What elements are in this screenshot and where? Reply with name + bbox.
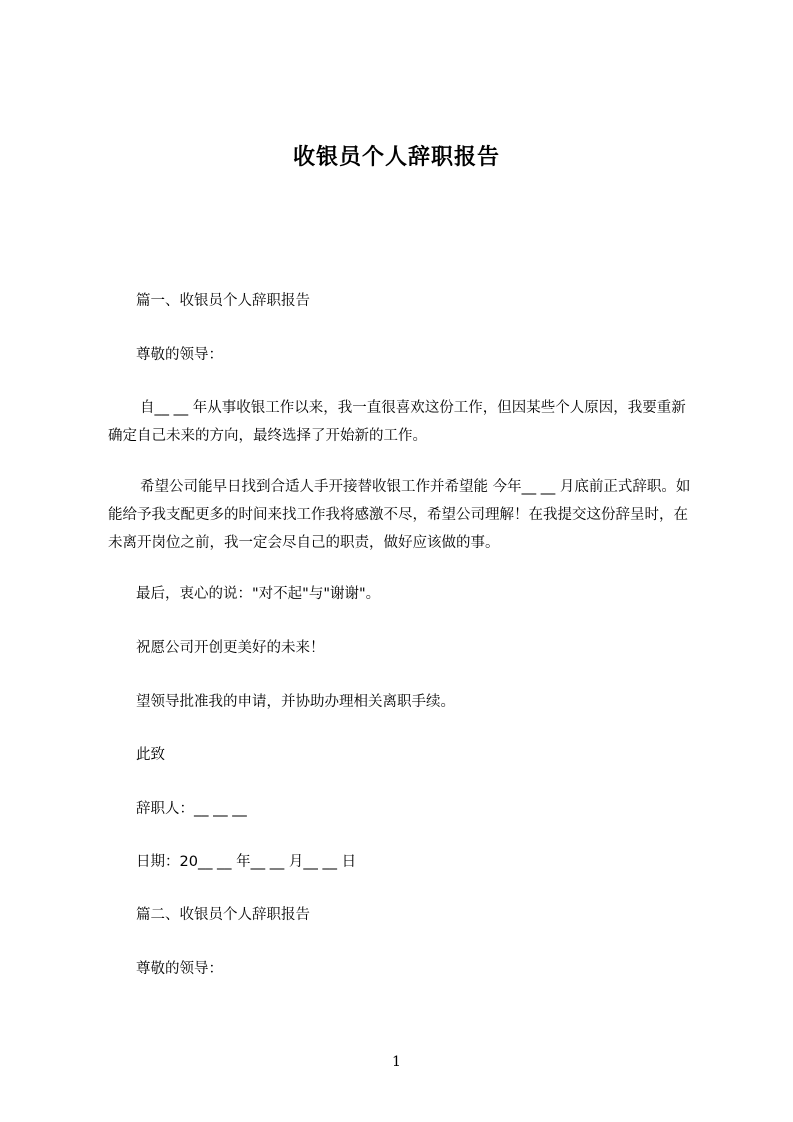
body-paragraph-3 (108, 580, 700, 608)
body-paragraph-2 (108, 473, 700, 557)
closing-line (108, 741, 700, 769)
wish-line-text: 祝愿公司开创更美好的未来！ (136, 640, 325, 656)
salutation-2-text: 尊敬的领导： (136, 961, 223, 977)
section-heading-1-text: 篇一、收银员个人辞职报告 (136, 293, 310, 309)
signer-line (108, 795, 700, 823)
wish-line (108, 634, 700, 662)
closing-line-text: 此致 (136, 747, 165, 763)
body-paragraph-1-text: 自__ __ 年从事收银工作以来，我一直很喜欢这份工作，但因某些个人原因，我要重新确定自己未来的方向，最终选择了开始新的工作。 (108, 400, 686, 444)
date-line-text: 日期：20__ __ 年__ __ 月__ __ 日 (136, 854, 357, 870)
section-heading-1 (108, 287, 700, 315)
section-heading-2 (108, 901, 700, 929)
document-title: 收银员个人辞职报告 (292, 145, 500, 170)
request-line (108, 688, 700, 716)
body-paragraph-1 (108, 394, 700, 450)
body-paragraph-2-text: 希望公司能早日找到合适人手开接替收银工作并希望能 今年__ __ 月底前正式辞职。如能给予我支配更多的时间来找工作我将感激不尽，希望公司理解！在我提交这份辞呈时，在未离开岗位之前，我一定会尽自己的职责，做好应该做的事。 (108, 479, 691, 551)
salutation (108, 341, 700, 369)
request-line-text: 望领导批准我的申请，并协助办理相关离职手续。 (136, 694, 455, 710)
salutation-text: 尊敬的领导： (136, 347, 223, 363)
salutation-2 (108, 955, 700, 983)
signer-line-text: 辞职人：__ __ __ (136, 801, 247, 817)
page-number: 1 (392, 1054, 401, 1070)
date-line (108, 848, 700, 876)
section-heading-2-text: 篇二、收银员个人辞职报告 (136, 907, 310, 923)
body-paragraph-3-text: 最后，衷心的说："对不起"与"谢谢"。 (136, 586, 381, 602)
